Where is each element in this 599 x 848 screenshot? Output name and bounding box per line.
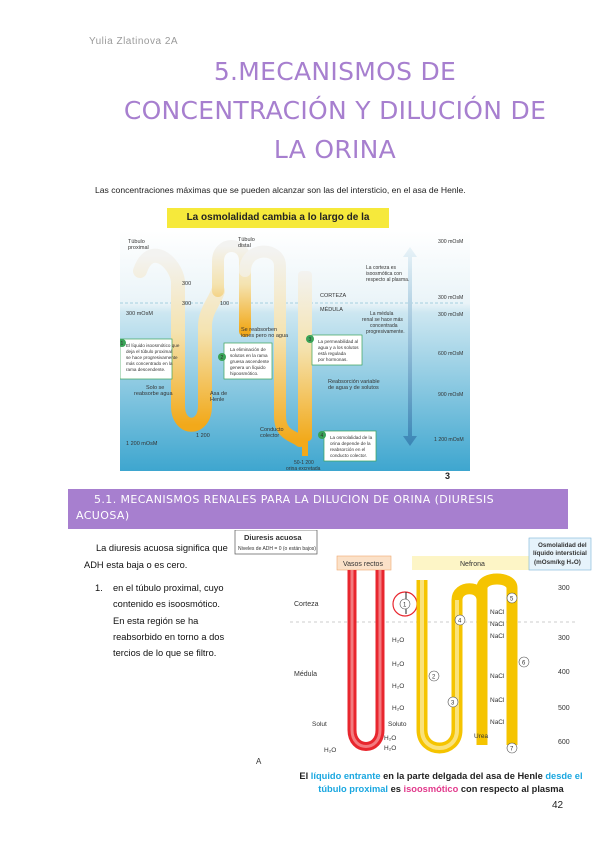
label-corteza-iso-1: La corteza es	[366, 265, 397, 271]
note-4-line-1: La osmolalidad de la	[330, 435, 373, 440]
label-asa-henle-1: Asa de	[210, 391, 228, 397]
label-reabs-iones-1: Se reabsorben	[241, 327, 278, 333]
h2o-4: H₂O	[392, 705, 405, 712]
caption-part: El	[299, 771, 311, 781]
paragraph-text: La diuresis acuosa significa que ADH esta baja o es cero.	[84, 543, 228, 570]
title-line-2: CONCENTRACIÓN Y DILUCIÓN DE	[123, 96, 547, 125]
soluto-label: Soluto	[388, 721, 407, 728]
value-300-mid: 300	[182, 301, 192, 307]
note-1-line-1: El líquido isoosmótico que	[126, 343, 180, 348]
nacl-6: NaCl	[490, 719, 505, 726]
urea-label: Urea	[474, 733, 489, 740]
scale-300-3: 300 mOsM	[438, 312, 464, 318]
osmolality-title-2: líquido intersticial	[533, 550, 587, 557]
note-2-line-1: La eliminación de	[230, 347, 266, 352]
numbered-list	[95, 580, 230, 661]
vasos-rectos-label: Vasos rectos	[343, 561, 383, 568]
water-diuresis-diagram	[232, 530, 592, 770]
label-asa-henle-2: Henle	[210, 397, 225, 403]
note-2-line-4: genera un líquido	[230, 365, 266, 370]
caption-part: es	[388, 784, 404, 794]
caption-highlight-proximal: desde el túbulo proximal	[318, 771, 583, 794]
label-reabs-iones-2: iones pero no agua	[241, 333, 289, 339]
label-tubulo-proximal-2: proximal	[128, 245, 149, 251]
figure-heading: La osmolalidad cambia a lo largo de la	[167, 208, 389, 228]
label-solo-agua-2: reabsorbe agua	[134, 391, 173, 397]
value-100: 100	[220, 301, 230, 307]
section-heading-line-2: ACUOSA)	[76, 509, 130, 522]
label-tubulo-distal-1: Túbulo	[238, 237, 255, 243]
note-1-line-2: deja el túbulo proximal	[126, 349, 172, 354]
intro-paragraph	[84, 540, 234, 574]
step-3-number: 3	[308, 337, 312, 343]
water-diuresis-figure	[232, 530, 592, 792]
note-3-line-2: agua y a los solutos	[318, 345, 359, 350]
list-item-number: 1.	[95, 583, 103, 593]
caption-part: con respecto al plasma	[458, 784, 564, 794]
caption-highlight-isoosmotic: isoosmótico	[403, 784, 459, 794]
scale-300-2: 300	[558, 635, 570, 642]
label-solo-agua-1: Solo se	[146, 385, 165, 391]
marker-5-number: 5	[510, 596, 514, 603]
label-corteza-iso-2: isoosmótica con	[366, 271, 402, 277]
author-name: Yulia Zlatinova 2A	[89, 36, 179, 47]
label-medula-conc-3: concentrada	[370, 323, 398, 329]
label-corteza-iso-3: respecto al plasma.	[366, 277, 410, 283]
caption-highlight-entering: líquido entrante	[310, 771, 381, 781]
left-300-mosm: 300 mOsM	[126, 311, 153, 317]
title-line-1: 5.MECANISMOS DE	[213, 57, 457, 86]
value-1200: 1 200	[196, 433, 210, 439]
marker-6-number: 6	[522, 660, 526, 667]
panel-letter: A	[256, 757, 262, 766]
note-1-line-4: más concentrado en la	[126, 361, 173, 366]
nacl-3: NaCl	[490, 633, 505, 640]
h2o-6: H₂O	[324, 747, 337, 754]
vasa-recta-loop	[352, 570, 380, 747]
nephron-osmolality-diagram	[120, 231, 470, 471]
label-reabs-variable-1: Reabsorción variable	[328, 379, 380, 385]
step-1-number: 1	[120, 341, 124, 347]
page-number: 42	[552, 800, 564, 811]
scale-400: 400	[558, 669, 570, 676]
label-conducto-colector-2: colector	[260, 433, 280, 439]
scale-1200: 1 200 mOsM	[434, 437, 464, 443]
value-300-top: 300	[182, 281, 192, 287]
h2o-2: H₂O	[392, 661, 405, 668]
list-item	[95, 580, 230, 661]
label-medula-conc-1: La médula	[370, 311, 394, 317]
figure-page-number: 3	[445, 471, 451, 481]
note-1-line-5: rama descendente.	[126, 367, 166, 372]
label-medula-conc-2: renal se hace más	[362, 317, 403, 323]
marker-7-number: 7	[510, 746, 514, 753]
collecting-duct	[298, 271, 312, 441]
h2o-5: H₂O	[384, 735, 397, 742]
diuresis-box-subtitle: Niveles de ADH = 0 (o están bajos)	[238, 546, 316, 552]
scale-500: 500	[558, 705, 570, 712]
scale-600: 600 mOsM	[438, 351, 464, 357]
label-reabs-variable-2: de agua y de solutos	[328, 385, 379, 391]
note-3-line-1: La permeabilidad al	[318, 339, 359, 344]
scale-300-1: 300	[558, 585, 570, 592]
scale-900: 900 mOsM	[438, 392, 464, 398]
marker-2-number: 2	[432, 674, 436, 681]
intro-text: Las concentraciones máximas que se pueden alcanzar son las del intersticio, en el asa de Henle.	[95, 185, 466, 195]
nacl-5: NaCl	[490, 697, 505, 704]
nefrona-label: Nefrona	[460, 561, 485, 568]
osmolality-figure	[120, 207, 470, 481]
label-conducto-colector-1: Conducto	[260, 427, 284, 433]
nacl-1: NaCl	[490, 609, 505, 616]
note-2-line-5: hipoosmótico.	[230, 371, 259, 376]
h2o-7: H₂O	[384, 745, 397, 752]
note-2-line-3: gruesa ascendente	[230, 359, 270, 364]
note-4-line-3: reabsorción en el	[330, 447, 366, 452]
figure-caption	[286, 770, 596, 796]
osmolality-title-1: Osmolalidad del	[538, 542, 587, 549]
list-item-text: en el túbulo proximal, cuyo contenido es isoosmótico. En esta región se ha reabsorbido en torno a dos tercios de lo que se filtro.	[113, 583, 225, 659]
step-2-number: 2	[220, 355, 224, 361]
step-4-number: 4	[320, 433, 324, 439]
note-4-line-4: conducto colector.	[330, 453, 368, 458]
nacl-4: NaCl	[490, 673, 505, 680]
note-3-line-4: por hormonas.	[318, 357, 348, 362]
scale-600: 600	[558, 739, 570, 746]
title-line-3: LA ORINA	[273, 135, 397, 164]
nacl-2: NaCl	[490, 621, 505, 628]
label-tubulo-distal-2: distal	[238, 243, 251, 249]
diuresis-box-title: Diuresis acuosa	[244, 533, 302, 542]
scale-300-2: 300 mOsM	[438, 295, 464, 301]
label-tubulo-proximal-1: Túbulo	[128, 239, 145, 245]
osmolality-title-3: (mOsm/kg H₂O)	[534, 559, 581, 566]
label-corteza: CORTEZA	[320, 293, 347, 299]
note-3-line-3: está regulada	[318, 351, 346, 356]
page-title	[95, 52, 575, 169]
solut-label: Solut	[312, 721, 327, 728]
label-medula-conc-4: progresivamente.	[366, 329, 405, 335]
nephron-loop	[422, 580, 482, 748]
marker-3-number: 3	[451, 700, 455, 707]
caption-part: en la parte delgada del asa de Henle	[380, 771, 546, 781]
marker-4-number: 4	[458, 618, 462, 625]
h2o-1: H₂O	[392, 637, 405, 644]
label-orina-1: 50-1 200	[294, 460, 314, 466]
section-heading	[68, 489, 568, 529]
h2o-3: H₂O	[392, 683, 405, 690]
label-medula: Médula	[294, 671, 317, 678]
note-2-line-2: solutos en la rama	[230, 353, 268, 358]
note-4-line-2: orina depende de la	[330, 441, 371, 446]
marker-1-number: 1	[403, 602, 407, 609]
scale-300-1: 300 mOsM	[438, 239, 464, 245]
left-1200-mosm: 1 200 mOsM	[126, 441, 158, 447]
label-medula: MÉDULA	[320, 307, 343, 313]
label-orina-2: orina excretada	[286, 466, 321, 471]
section-heading-line-1: 5.1. MECANISMOS RENALES PARA LA DILUCION DE ORINA (DIURESIS	[94, 493, 495, 506]
label-corteza: Corteza	[294, 601, 319, 608]
note-1-line-3: se hace progresivamente	[126, 355, 178, 360]
